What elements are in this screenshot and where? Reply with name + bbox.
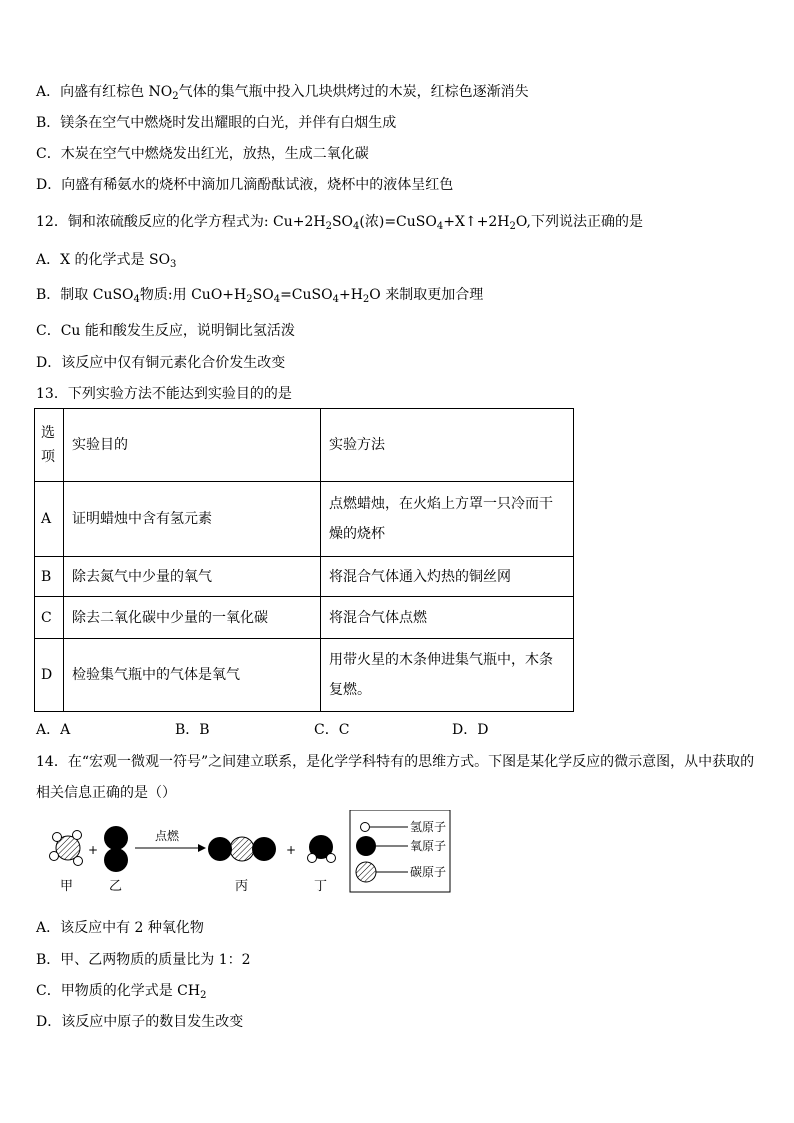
q12-option-a xyxy=(36,250,176,270)
q12-b-part: SO xyxy=(252,287,274,303)
q13-stem: 13．下列实验方法不能达到实验目的的是 xyxy=(36,386,292,402)
q12-stem-part: 12．铜和浓硫酸反应的化学方程式为: Cu+2H xyxy=(36,214,326,230)
reaction-condition: 点燃 xyxy=(155,829,180,843)
molecule-bing xyxy=(208,837,276,861)
row-method xyxy=(321,639,574,712)
oxygen-atom xyxy=(104,826,128,850)
row-option: A xyxy=(35,482,64,557)
legend-oxygen-icon xyxy=(356,836,376,856)
legend-oxygen-label: 氧原子 xyxy=(410,839,447,853)
reaction-diagram xyxy=(40,810,460,900)
plus-sign: + xyxy=(88,843,99,857)
header-purpose: 实验目的 xyxy=(64,409,321,482)
arrow-head xyxy=(198,844,206,852)
q11-a-sub: 2 xyxy=(172,91,179,102)
q12-a-text: A．X 的化学式是 SO xyxy=(36,252,171,268)
hydrogen-atom xyxy=(53,833,62,842)
q12-stem-part: +X↑+2H xyxy=(443,214,510,230)
hydrogen-atom xyxy=(74,857,83,866)
oxygen-atom xyxy=(208,837,232,861)
q13-option-d: D．D xyxy=(452,722,489,738)
q12-b-part: =CuSO xyxy=(280,287,333,303)
q12-sub: 2 xyxy=(325,221,332,232)
header-option-text: 选项 xyxy=(41,425,55,465)
q11-a-text: A．向盛有红棕色 NO xyxy=(36,84,173,100)
q13-options xyxy=(36,720,556,740)
row-option: B xyxy=(35,557,64,597)
q12-stem-part: O,下列说法正确的是 xyxy=(515,214,643,230)
legend-hydrogen-icon xyxy=(361,823,370,832)
header-method: 实验方法 xyxy=(321,409,574,482)
q11-option-b: B．镁条在空气中燃烧时发出耀眼的白光，并伴有白烟生成 xyxy=(36,115,397,131)
carbon-atom xyxy=(230,837,254,861)
q14-option-a: A．该反应中有 2 种氧化物 xyxy=(36,920,204,936)
q12-b-part: +H xyxy=(338,287,363,303)
row-method: 将混合气体点燃 xyxy=(321,597,574,639)
hydrogen-atom xyxy=(50,852,59,861)
q14-c-text: C．甲物质的化学式是 CH xyxy=(36,983,201,999)
row-purpose: 除去二氧化碳中少量的一氧化碳 xyxy=(64,597,321,639)
q12-stem-part: SO xyxy=(331,214,354,230)
q12-stem-part: (浓)=CuSO xyxy=(359,214,437,230)
q14-option-b: B．甲、乙两物质的质量比为 1：2 xyxy=(36,952,251,968)
label-bing: 丙 xyxy=(235,879,249,894)
q12-sub: 2 xyxy=(509,221,516,232)
row-purpose: 除去氮气中少量的氧气 xyxy=(64,557,321,597)
row-method: 将混合气体通入灼热的铜丝网 xyxy=(321,557,574,597)
q14-c-sub: 2 xyxy=(200,990,207,1001)
q12-option-b xyxy=(36,285,483,305)
q12-b-sub: 4 xyxy=(273,294,281,305)
header-option xyxy=(35,409,64,482)
q14-option-c xyxy=(36,981,206,1001)
q13-option-a: A．A xyxy=(36,722,71,738)
molecule-yi xyxy=(104,826,128,872)
oxygen-atom xyxy=(252,837,276,861)
molecule-jia xyxy=(50,831,83,866)
legend-carbon-label: 碳原子 xyxy=(410,865,447,879)
label-yi: 乙 xyxy=(109,879,123,894)
table-header-row xyxy=(35,409,574,482)
plus-sign: + xyxy=(286,843,297,857)
hydrogen-atom xyxy=(308,854,317,863)
q12-b-part: 物质:用 CuO+H xyxy=(139,287,247,303)
q12-b-part: O 来制取更加合理 xyxy=(369,287,484,303)
row-option: C xyxy=(35,597,64,639)
label-jia: 甲 xyxy=(60,879,74,894)
row-method-text: 用带火星的木条伸进集气瓶中，木条复燃。 xyxy=(329,652,553,698)
q12-b-sub: 4 xyxy=(332,294,339,305)
experiment-table xyxy=(34,408,574,712)
q11-option-d: D．向盛有稀氨水的烧杯中滴加几滴酚酞试液，烧杯中的液体呈红色 xyxy=(36,177,454,193)
q12-b-part: B．制取 CuSO xyxy=(36,287,134,303)
molecule-ding xyxy=(308,835,336,863)
table-row xyxy=(35,639,574,712)
q12-sub: 4 xyxy=(353,221,360,232)
q12-stem xyxy=(36,212,643,232)
q14-stem-line1: 14．在“宏观一微观一符号”之间建立联系，是化学学科特有的思维方式。下图是某化学反应的微示意图，从中获取的 xyxy=(36,754,755,770)
table-row xyxy=(35,597,574,639)
hydrogen-atom xyxy=(73,831,82,840)
q11-option-a xyxy=(36,82,529,102)
table-row xyxy=(35,482,574,557)
row-method xyxy=(321,482,574,557)
q12-option-c: C．Cu 能和酸发生反应，说明铜比氢活泼 xyxy=(36,323,295,339)
row-purpose: 证明蜡烛中含有氢元素 xyxy=(64,482,321,557)
q12-option-d: D．该反应中仅有铜元素化合价发生改变 xyxy=(36,355,286,371)
row-purpose: 检验集气瓶中的气体是氧气 xyxy=(64,639,321,712)
q12-sub: 4 xyxy=(436,221,444,232)
q11-option-c: C．木炭在空气中燃烧发出红光，放热，生成二氧化碳 xyxy=(36,146,369,162)
legend-carbon-icon xyxy=(356,862,376,882)
legend-hydrogen-label: 氢原子 xyxy=(410,820,447,834)
table-row xyxy=(35,557,574,597)
q12-b-sub: 2 xyxy=(362,294,370,305)
q12-b-sub: 4 xyxy=(133,294,140,305)
q12-a-sub: 3 xyxy=(170,259,177,270)
q14-option-d: D．该反应中原子的数目发生改变 xyxy=(36,1014,244,1030)
q12-b-sub: 2 xyxy=(246,294,253,305)
q11-a-text-2: 气体的集气瓶中投入几块烘烤过的木炭，红棕色逐渐消失 xyxy=(178,84,529,100)
q13-option-c: C．C xyxy=(314,722,350,738)
row-method-text: 点燃蜡烛，在火焰上方罩一只冷而干燥的烧杯 xyxy=(329,496,553,542)
q14-stem-line2: 相关信息正确的是（） xyxy=(36,785,176,801)
q13-option-b: B．B xyxy=(175,722,210,738)
oxygen-atom xyxy=(104,848,128,872)
label-ding: 丁 xyxy=(314,879,328,894)
row-option: D xyxy=(35,639,64,712)
hydrogen-atom xyxy=(327,854,336,863)
reaction-svg xyxy=(40,810,460,900)
